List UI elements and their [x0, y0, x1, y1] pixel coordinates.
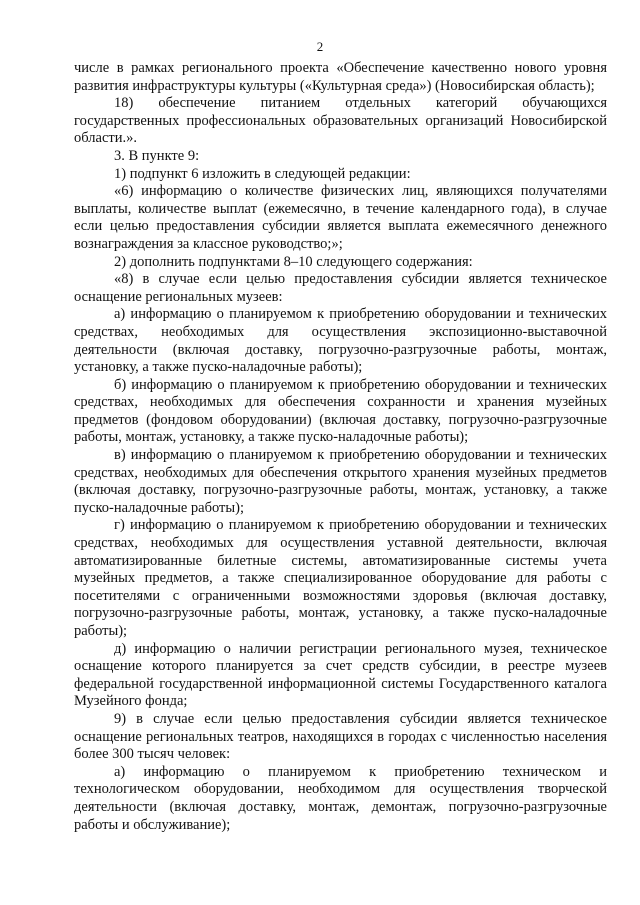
page-number: 2 [316, 39, 324, 54]
paragraph: д) информацию о наличии регистрации регионального музея, техническое оснащение которого планируется за счет средств субсидии, в реестре музеев федеральной государственной информационной системы Государственного каталога Музейного фонда; [74, 640, 607, 710]
paragraph: «8) в случае если целью предоставления субсидии является техническое оснащение региональных музеев: [74, 271, 607, 305]
paragraph: а) информацию о планируемом к приобретению оборудовании и технических средствах, необходимых для осуществления экспозиционно-выставочной деятельности (включая доставку, погрузочно-разгрузочные работы, монтаж, установку, а также пуско-наладочные работы); [74, 306, 607, 376]
paragraph: 2) дополнить подпунктами 8–10 следующего содержания: [114, 253, 473, 270]
paragraph: числе в рамках регионального проекта «Обеспечение качественно нового уровня развития инфраструктуры культуры («Культурная среда») (Новосибирская область); [74, 60, 607, 94]
document-body [74, 60, 607, 834]
paragraph: б) информацию о планируемом к приобретению оборудовании и технических средствах, необходимых для обеспечения сохранности и хранения музейных предметов (фондовом оборудовании) (включая доставку, погрузочно-разгрузочные работы, монтаж, установку, а также пуско-наладочные работы); [74, 376, 607, 446]
paragraph: 1) подпункт 6 изложить в следующей редакции: [114, 165, 411, 182]
paragraph: 9) в случае если целью предоставления субсидии является техническое оснащение региональных театров, находящихся в городах с численностью населения более 300 тысяч человек: [74, 710, 607, 763]
paragraph: а) информацию о планируемом к приобретению техническом и технологическом оборудовании, необходимом для осуществления творческой деятельности (включая доставку, монтаж, демонтаж, погрузочно-разгрузочные работы и обслуживание); [74, 763, 607, 833]
paragraph: г) информацию о планируемом к приобретению оборудовании и технических средствах, необходимых для осуществления уставной деятельности, включая автоматизированные билетные системы, автоматизированные системы учета музейных предметов, а также специализированное оборудование для работы с посетителями с ограниченными возможностями здоровья (включая доставку, погрузочно-разгрузочные работы, монтаж, установку, а также пуско-наладочные работы); [74, 517, 607, 639]
paragraph: 3. В пункте 9: [114, 147, 200, 164]
paragraph: «6) информацию о количестве физических лиц, являющихся получателями выплаты, количестве выплат (ежемесячно, в течение календарного года), в случае если целью предоставления субсидии является выплата ежемесячного денежного вознаграждения за классное руководство;»; [74, 183, 607, 252]
paragraph: 18) обеспечение питанием отдельных категорий обучающихся государственных профессиональных образовательных организаций Новосибирской области.». [74, 95, 607, 147]
paragraph: в) информацию о планируемом к приобретению оборудовании и технических средствах, необходимых для обеспечения открытого хранения музейных предметов (включая доставку, погрузочно-разгрузочные работы, монтаж, установку, а также пуско-наладочные работы); [74, 447, 607, 516]
